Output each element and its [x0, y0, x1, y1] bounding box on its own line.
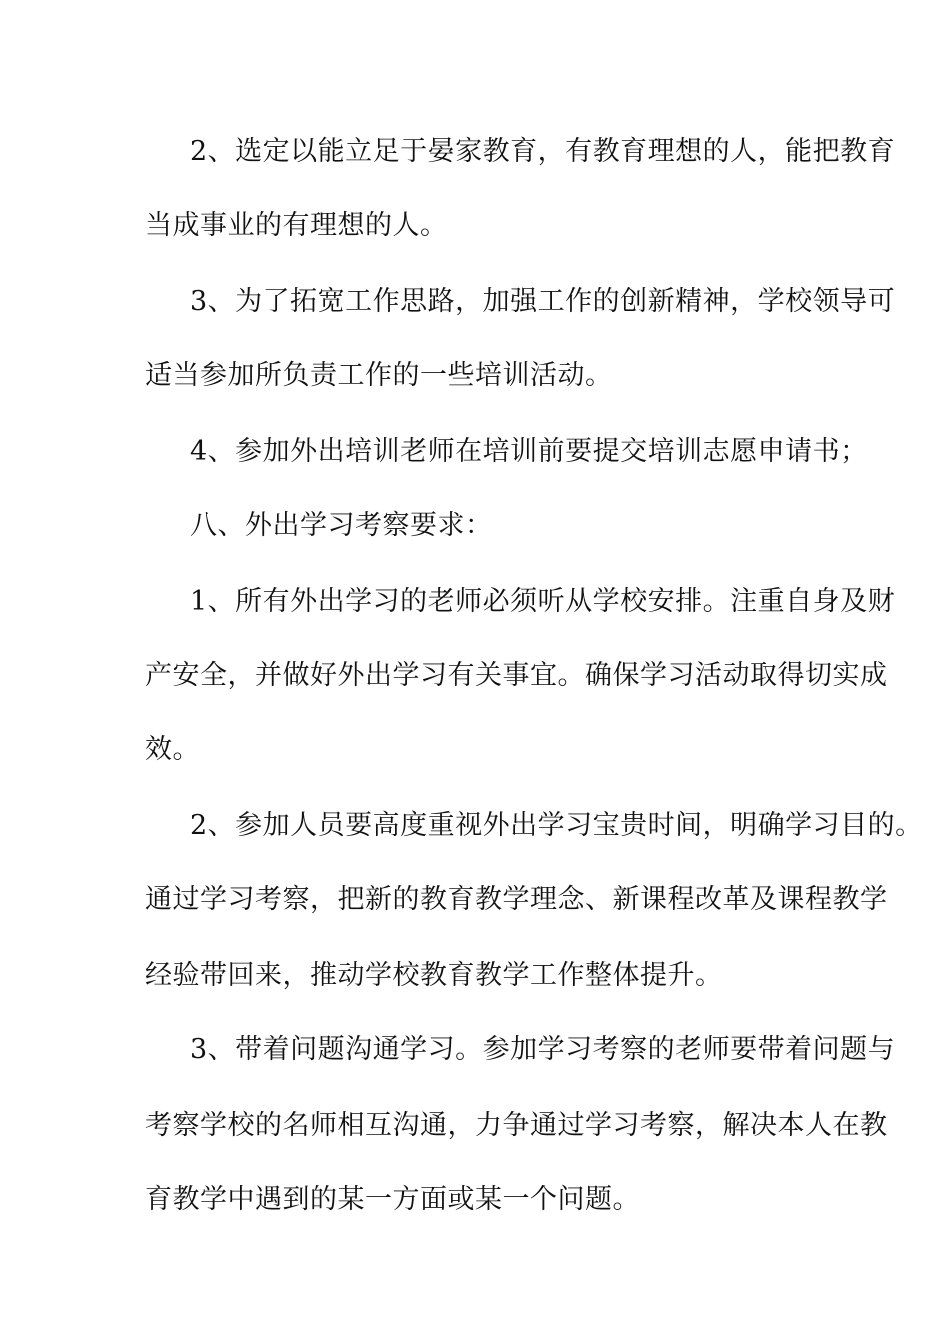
text-line: 效。: [145, 734, 200, 765]
text-line: 4、参加外出培训老师在培训前要提交培训志愿申请书；: [190, 436, 868, 467]
text-line: 当成事业的有理想的人。: [145, 210, 448, 241]
text-line: 产安全，并做好外出学习有关事宜。确保学习活动取得切实成: [145, 660, 888, 691]
text-line: 3、为了拓宽工作思路，加强工作的创新精神，学校领导可: [190, 286, 896, 317]
text-line: 2、参加人员要高度重视外出学习宝贵时间，明确学习目的。: [190, 810, 923, 841]
text-line: 通过学习考察，把新的教育教学理念、新课程改革及课程教学: [145, 884, 888, 915]
text-line: 经验带回来，推动学校教育教学工作整体提升。: [145, 960, 723, 991]
text-line: 考察学校的名师相互沟通，力争通过学习考察，解决本人在教: [145, 1110, 888, 1141]
text-line: 2、选定以能立足于晏家教育，有教育理想的人，能把教育: [190, 136, 896, 167]
section-heading: 八、外出学习考察要求：: [190, 510, 493, 541]
text-line: 1、所有外出学习的老师必须听从学校安排。注重自身及财: [190, 586, 896, 617]
text-line: 3、带着问题沟通学习。参加学习考察的老师要带着问题与: [190, 1034, 896, 1065]
text-line: 育教学中遇到的某一方面或某一个问题。: [145, 1184, 640, 1215]
text-line: 适当参加所负责工作的一些培训活动。: [145, 360, 613, 391]
